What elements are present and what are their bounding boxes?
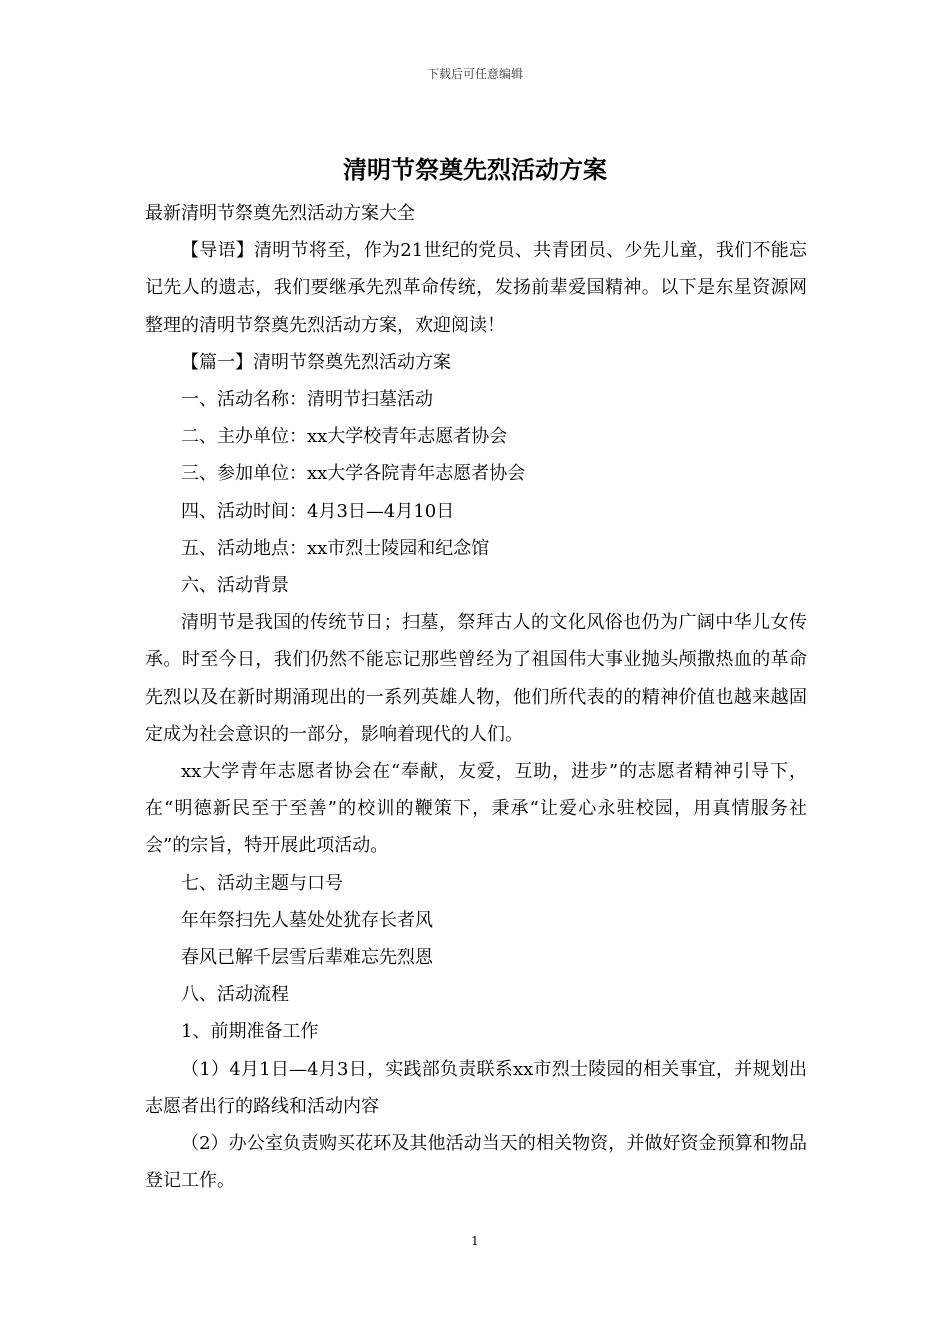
intro-paragraph: 【导语】清明节将至，作为21世纪的党员、共青团员、少先儿童，我们不能忘记先人的遗志，我们要继承先烈革命传统，发扬前辈爱国精神。以下是东星资源网整理的清明节祭奠先烈活动方案，欢迎阅读！ xyxy=(145,240,807,336)
section-heading: 【篇一】清明节祭奠先烈活动方案 xyxy=(181,351,451,373)
list-item-participants: 三、参加单位：xx大学各院青年志愿者协会 xyxy=(181,463,526,485)
list-item-location: 五、活动地点：xx市烈士陵园和纪念馆 xyxy=(181,537,490,559)
association-paragraph: xx大学青年志愿者协会在“奉献，友爱，互助，进步”的志愿者精神引导下，在“明德新民至于至善”的校训的鞭策下，秉承“让爱心永驻校园，用真情服务社会”的宗旨，特开展此项活动。 xyxy=(145,761,807,857)
page-number: 1 xyxy=(471,1234,479,1248)
background-paragraph: 清明节是我国的传统节日；扫墓，祭拜古人的文化风俗也仍为广阔中华儿女传承。时至今日，我们仍然不能忘记那些曾经为了祖国伟大事业抛头颅撒热血的革命先烈以及在新时期涌现出的一系列英雄人物，他们所代表的的精神价值也越来越固定成为社会意识的一部分，影响着现代的人们。 xyxy=(145,612,807,745)
preparation-step-2: （2）办公室负责购买花环及其他活动当天的相关物资，并做好资金预算和物品登记工作。 xyxy=(145,1133,807,1192)
page-header: 下载后可任意编辑 xyxy=(426,67,523,81)
preparation-step-1: （1）4月1日—4月3日，实践部负责联系xx市烈士陵园的相关事宜，并规划出志愿者出行的路线和活动内容 xyxy=(145,1058,807,1117)
subtitle-paragraph: 最新清明节祭奠先烈活动方案大全 xyxy=(145,203,415,224)
document-body xyxy=(145,195,807,1199)
list-item-time: 四、活动时间：4月3日—4月10日 xyxy=(181,500,455,522)
slogan-line-2: 春风已解千层雪后辈难忘先烈恩 xyxy=(181,947,433,969)
list-item-background: 六、活动背景 xyxy=(181,575,289,597)
slogan-line-1: 年年祭扫先人墓处处犹存长者风 xyxy=(181,909,433,931)
list-item-process: 八、活动流程 xyxy=(181,984,289,1006)
document-title: 清明节祭奠先烈活动方案 xyxy=(343,155,607,184)
list-item-theme: 七、活动主题与口号 xyxy=(181,872,343,894)
subitem-preparation: 1、前期准备工作 xyxy=(181,1021,319,1043)
list-item-organizer: 二、主办单位：xx大学校青年志愿者协会 xyxy=(181,426,508,448)
list-item-activity-name: 一、活动名称：清明节扫墓活动 xyxy=(181,389,433,411)
